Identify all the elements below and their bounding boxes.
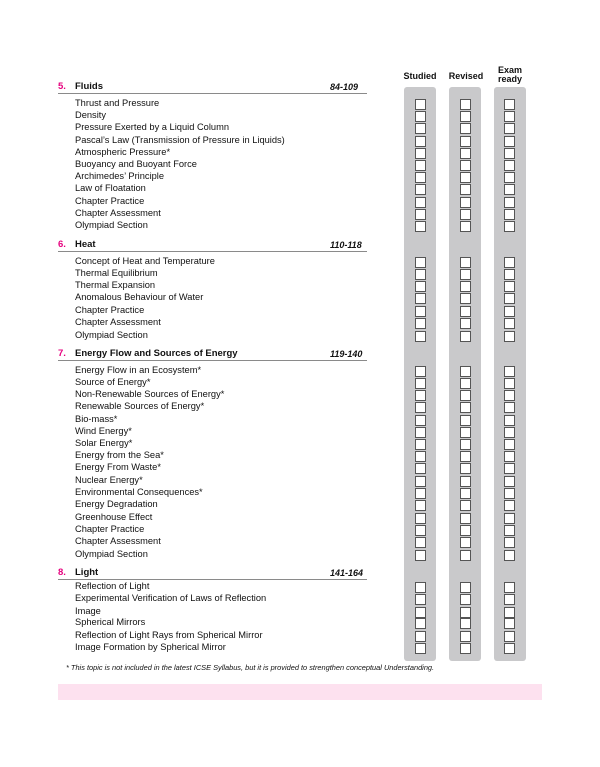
exam-ready-checkbox[interactable] <box>504 172 515 183</box>
studied-checkbox[interactable] <box>415 390 426 401</box>
section-title: Light <box>75 567 99 578</box>
exam-ready-checkbox[interactable] <box>504 618 515 629</box>
revised-checkbox[interactable] <box>460 618 471 629</box>
revised-checkbox[interactable] <box>460 136 471 147</box>
revised-checkbox[interactable] <box>460 476 471 487</box>
studied-checkbox[interactable] <box>415 500 426 511</box>
section-page-range: 110-118 <box>330 240 362 250</box>
exam-ready-checkbox[interactable] <box>504 500 515 511</box>
revised-checkbox[interactable] <box>460 415 471 426</box>
exam-ready-checkbox[interactable] <box>504 160 515 171</box>
revised-checkbox[interactable] <box>460 209 471 220</box>
studied-checkbox[interactable] <box>415 643 426 654</box>
studied-checkbox[interactable] <box>415 537 426 548</box>
exam-ready-checkbox[interactable] <box>504 582 515 593</box>
topic-label: Chapter Practice <box>75 305 145 315</box>
studied-checkbox[interactable] <box>415 184 426 195</box>
section-divider <box>58 251 367 252</box>
studied-checkbox[interactable] <box>415 281 426 292</box>
exam-ready-checkbox[interactable] <box>504 257 515 268</box>
topic-label: Atmospheric Pressure* <box>75 147 171 157</box>
column-header-revised: Revised <box>448 71 484 81</box>
studied-checkbox[interactable] <box>415 136 426 147</box>
revised-checkbox[interactable] <box>460 366 471 377</box>
topic-label: Chapter Assessment <box>75 536 161 546</box>
exam-ready-checkbox[interactable] <box>504 318 515 329</box>
revised-checkbox[interactable] <box>460 488 471 499</box>
exam-ready-checkbox[interactable] <box>504 402 515 413</box>
exam-ready-checkbox[interactable] <box>504 209 515 220</box>
exam-ready-checkbox[interactable] <box>504 550 515 561</box>
revised-checkbox[interactable] <box>460 513 471 524</box>
section-divider <box>58 360 367 361</box>
exam-ready-checkbox[interactable] <box>504 415 515 426</box>
topic-label: Bio-mass* <box>75 414 118 424</box>
revised-checkbox[interactable] <box>460 390 471 401</box>
studied-checkbox[interactable] <box>415 415 426 426</box>
exam-ready-checkbox[interactable] <box>504 643 515 654</box>
exam-ready-checkbox[interactable] <box>504 221 515 232</box>
revised-checkbox[interactable] <box>460 123 471 134</box>
studied-checkbox[interactable] <box>415 427 426 438</box>
topic-label: Reflection of Light Rays from Spherical Mirror <box>75 630 263 640</box>
studied-checkbox[interactable] <box>415 402 426 413</box>
section-title: Heat <box>75 239 96 250</box>
exam-ready-checkbox[interactable] <box>504 607 515 618</box>
column-header-exam-ready: Exam ready <box>497 65 523 84</box>
topic-label: Spherical Mirrors <box>75 617 146 627</box>
studied-checkbox[interactable] <box>415 607 426 618</box>
revised-checkbox[interactable] <box>460 427 471 438</box>
studied-checkbox[interactable] <box>415 631 426 642</box>
studied-checkbox[interactable] <box>415 594 426 605</box>
exam-ready-checkbox[interactable] <box>504 427 515 438</box>
topic-label: Thermal Equilibrium <box>75 268 158 278</box>
studied-checkbox[interactable] <box>415 209 426 220</box>
topic-label: Energy from the Sea* <box>75 450 164 460</box>
topic-label: Concept of Heat and Temperature <box>75 256 215 266</box>
topic-label: Olympiad Section <box>75 549 148 559</box>
studied-checkbox[interactable] <box>415 525 426 536</box>
studied-checkbox[interactable] <box>415 221 426 232</box>
section-number: 7. <box>58 348 66 359</box>
section-title: Energy Flow and Sources of Energy <box>75 348 238 359</box>
section-page-range: 84-109 <box>330 82 359 92</box>
exam-ready-checkbox[interactable] <box>504 306 515 317</box>
revised-checkbox[interactable] <box>460 402 471 413</box>
topic-label: Nuclear Energy* <box>75 475 143 485</box>
studied-checkbox[interactable] <box>415 306 426 317</box>
topic-label: Renewable Sources of Energy* <box>75 401 205 411</box>
exam-ready-checkbox[interactable] <box>504 197 515 208</box>
revised-checkbox[interactable] <box>460 221 471 232</box>
studied-checkbox[interactable] <box>415 269 426 280</box>
studied-checkbox[interactable] <box>415 451 426 462</box>
topic-label: Source of Energy* <box>75 377 151 387</box>
revised-checkbox[interactable] <box>460 306 471 317</box>
studied-checkbox[interactable] <box>415 366 426 377</box>
topic-label: Wind Energy* <box>75 426 132 436</box>
revised-checkbox[interactable] <box>460 318 471 329</box>
studied-checkbox[interactable] <box>415 582 426 593</box>
topic-label: Greenhouse Effect <box>75 512 153 522</box>
topic-label: Experimental Verification of Laws of Reflection <box>75 593 267 603</box>
exam-ready-checkbox[interactable] <box>504 366 515 377</box>
exam-ready-checkbox[interactable] <box>504 488 515 499</box>
topic-label: Energy Flow in an Ecosystem* <box>75 365 202 375</box>
revised-checkbox[interactable] <box>460 550 471 561</box>
section-number: 8. <box>58 567 66 578</box>
exam-ready-checkbox[interactable] <box>504 537 515 548</box>
revised-checkbox[interactable] <box>460 148 471 159</box>
studied-checkbox[interactable] <box>415 99 426 110</box>
studied-checkbox[interactable] <box>415 197 426 208</box>
exam-ready-checkbox[interactable] <box>504 390 515 401</box>
exam-ready-checkbox[interactable] <box>504 281 515 292</box>
exam-ready-checkbox[interactable] <box>504 111 515 122</box>
revised-checkbox[interactable] <box>460 525 471 536</box>
section-divider <box>58 93 367 94</box>
topic-label: Olympiad Section <box>75 220 148 230</box>
exam-ready-checkbox[interactable] <box>504 463 515 474</box>
revised-checkbox[interactable] <box>460 293 471 304</box>
revised-checkbox[interactable] <box>460 378 471 389</box>
revised-checkbox[interactable] <box>460 463 471 474</box>
studied-checkbox[interactable] <box>415 476 426 487</box>
exam-ready-checkbox[interactable] <box>504 631 515 642</box>
studied-checkbox[interactable] <box>415 439 426 450</box>
studied-checkbox[interactable] <box>415 488 426 499</box>
exam-ready-checkbox[interactable] <box>504 123 515 134</box>
topic-label: Environmental Consequences* <box>75 487 203 497</box>
section-page-range: 119-140 <box>330 349 363 359</box>
footer-band <box>58 684 542 700</box>
studied-checkbox[interactable] <box>415 618 426 629</box>
revised-checkbox[interactable] <box>460 160 471 171</box>
section-divider <box>58 579 367 580</box>
topic-label: Density <box>75 110 107 120</box>
topic-label: Chapter Assessment <box>75 208 161 218</box>
revised-checkbox[interactable] <box>460 111 471 122</box>
column-header-studied: Studied <box>403 71 437 81</box>
exam-ready-checkbox[interactable] <box>504 513 515 524</box>
topic-label: Thermal Expansion <box>75 280 156 290</box>
topic-label: Law of Floatation <box>75 183 146 193</box>
topic-label: Buoyancy and Buoyant Force <box>75 159 197 169</box>
studied-checkbox[interactable] <box>415 378 426 389</box>
studied-checkbox[interactable] <box>415 172 426 183</box>
studied-checkbox[interactable] <box>415 463 426 474</box>
footnote: * This topic is not included in the latest ICSE Syllabus, but it is provided to strengthen conceptual Understanding. <box>66 663 435 672</box>
exam-ready-checkbox[interactable] <box>504 99 515 110</box>
studied-checkbox[interactable] <box>415 293 426 304</box>
studied-checkbox[interactable] <box>415 257 426 268</box>
section-title: Fluids <box>75 81 103 92</box>
exam-ready-checkbox[interactable] <box>504 293 515 304</box>
exam-ready-checkbox[interactable] <box>504 331 515 342</box>
revised-checkbox[interactable] <box>460 631 471 642</box>
section-page-range: 141-164 <box>330 568 364 578</box>
revised-checkbox[interactable] <box>460 197 471 208</box>
revised-checkbox[interactable] <box>460 331 471 342</box>
exam-ready-checkbox[interactable] <box>504 184 515 195</box>
topic-label: Solar Energy* <box>75 438 133 448</box>
revised-checkbox[interactable] <box>460 500 471 511</box>
topic-label: Non-Renewable Sources of Energy* <box>75 389 225 399</box>
studied-checkbox[interactable] <box>415 550 426 561</box>
studied-checkbox[interactable] <box>415 123 426 134</box>
revised-checkbox[interactable] <box>460 451 471 462</box>
revised-checkbox[interactable] <box>460 257 471 268</box>
exam-ready-checkbox[interactable] <box>504 148 515 159</box>
studied-checkbox[interactable] <box>415 148 426 159</box>
exam-ready-checkbox[interactable] <box>504 594 515 605</box>
exam-ready-checkbox[interactable] <box>504 378 515 389</box>
topic-label: Pascal’s Law (Transmission of Pressure in Liquids) <box>75 135 285 145</box>
exam-ready-checkbox[interactable] <box>504 451 515 462</box>
topic-label: Image Formation by Spherical Mirror <box>75 642 226 652</box>
revised-checkbox[interactable] <box>460 184 471 195</box>
topic-label: Anomalous Behaviour of Water <box>75 292 204 302</box>
exam-ready-checkbox[interactable] <box>504 269 515 280</box>
revised-checkbox[interactable] <box>460 607 471 618</box>
exam-ready-checkbox[interactable] <box>504 476 515 487</box>
revised-checkbox[interactable] <box>460 269 471 280</box>
topic-label: Energy Degradation <box>75 499 158 509</box>
topic-label: Energy From Waste* <box>75 462 161 472</box>
topic-label: Chapter Practice <box>75 196 145 206</box>
revised-checkbox[interactable] <box>460 172 471 183</box>
exam-ready-checkbox[interactable] <box>504 136 515 147</box>
revised-checkbox[interactable] <box>460 281 471 292</box>
exam-ready-checkbox[interactable] <box>504 439 515 450</box>
studied-checkbox[interactable] <box>415 318 426 329</box>
exam-ready-checkbox[interactable] <box>504 525 515 536</box>
topic-label: Reflection of Light <box>75 581 150 591</box>
revised-checkbox[interactable] <box>460 594 471 605</box>
topic-label: Archimedes’ Principle <box>75 171 165 181</box>
revised-checkbox[interactable] <box>460 582 471 593</box>
topic-label: Image <box>75 606 101 616</box>
revised-checkbox[interactable] <box>460 537 471 548</box>
topic-label: Thrust and Pressure <box>75 98 160 108</box>
topic-label: Olympiad Section <box>75 330 148 340</box>
revised-checkbox[interactable] <box>460 99 471 110</box>
section-number: 6. <box>58 239 66 250</box>
topic-label: Pressure Exerted by a Liquid Column <box>75 122 229 132</box>
studied-checkbox[interactable] <box>415 331 426 342</box>
topic-label: Chapter Practice <box>75 524 145 534</box>
section-number: 5. <box>58 81 66 92</box>
studied-checkbox[interactable] <box>415 111 426 122</box>
topic-label: Chapter Assessment <box>75 317 161 327</box>
studied-checkbox[interactable] <box>415 160 426 171</box>
studied-checkbox[interactable] <box>415 513 426 524</box>
revised-checkbox[interactable] <box>460 439 471 450</box>
revised-checkbox[interactable] <box>460 643 471 654</box>
